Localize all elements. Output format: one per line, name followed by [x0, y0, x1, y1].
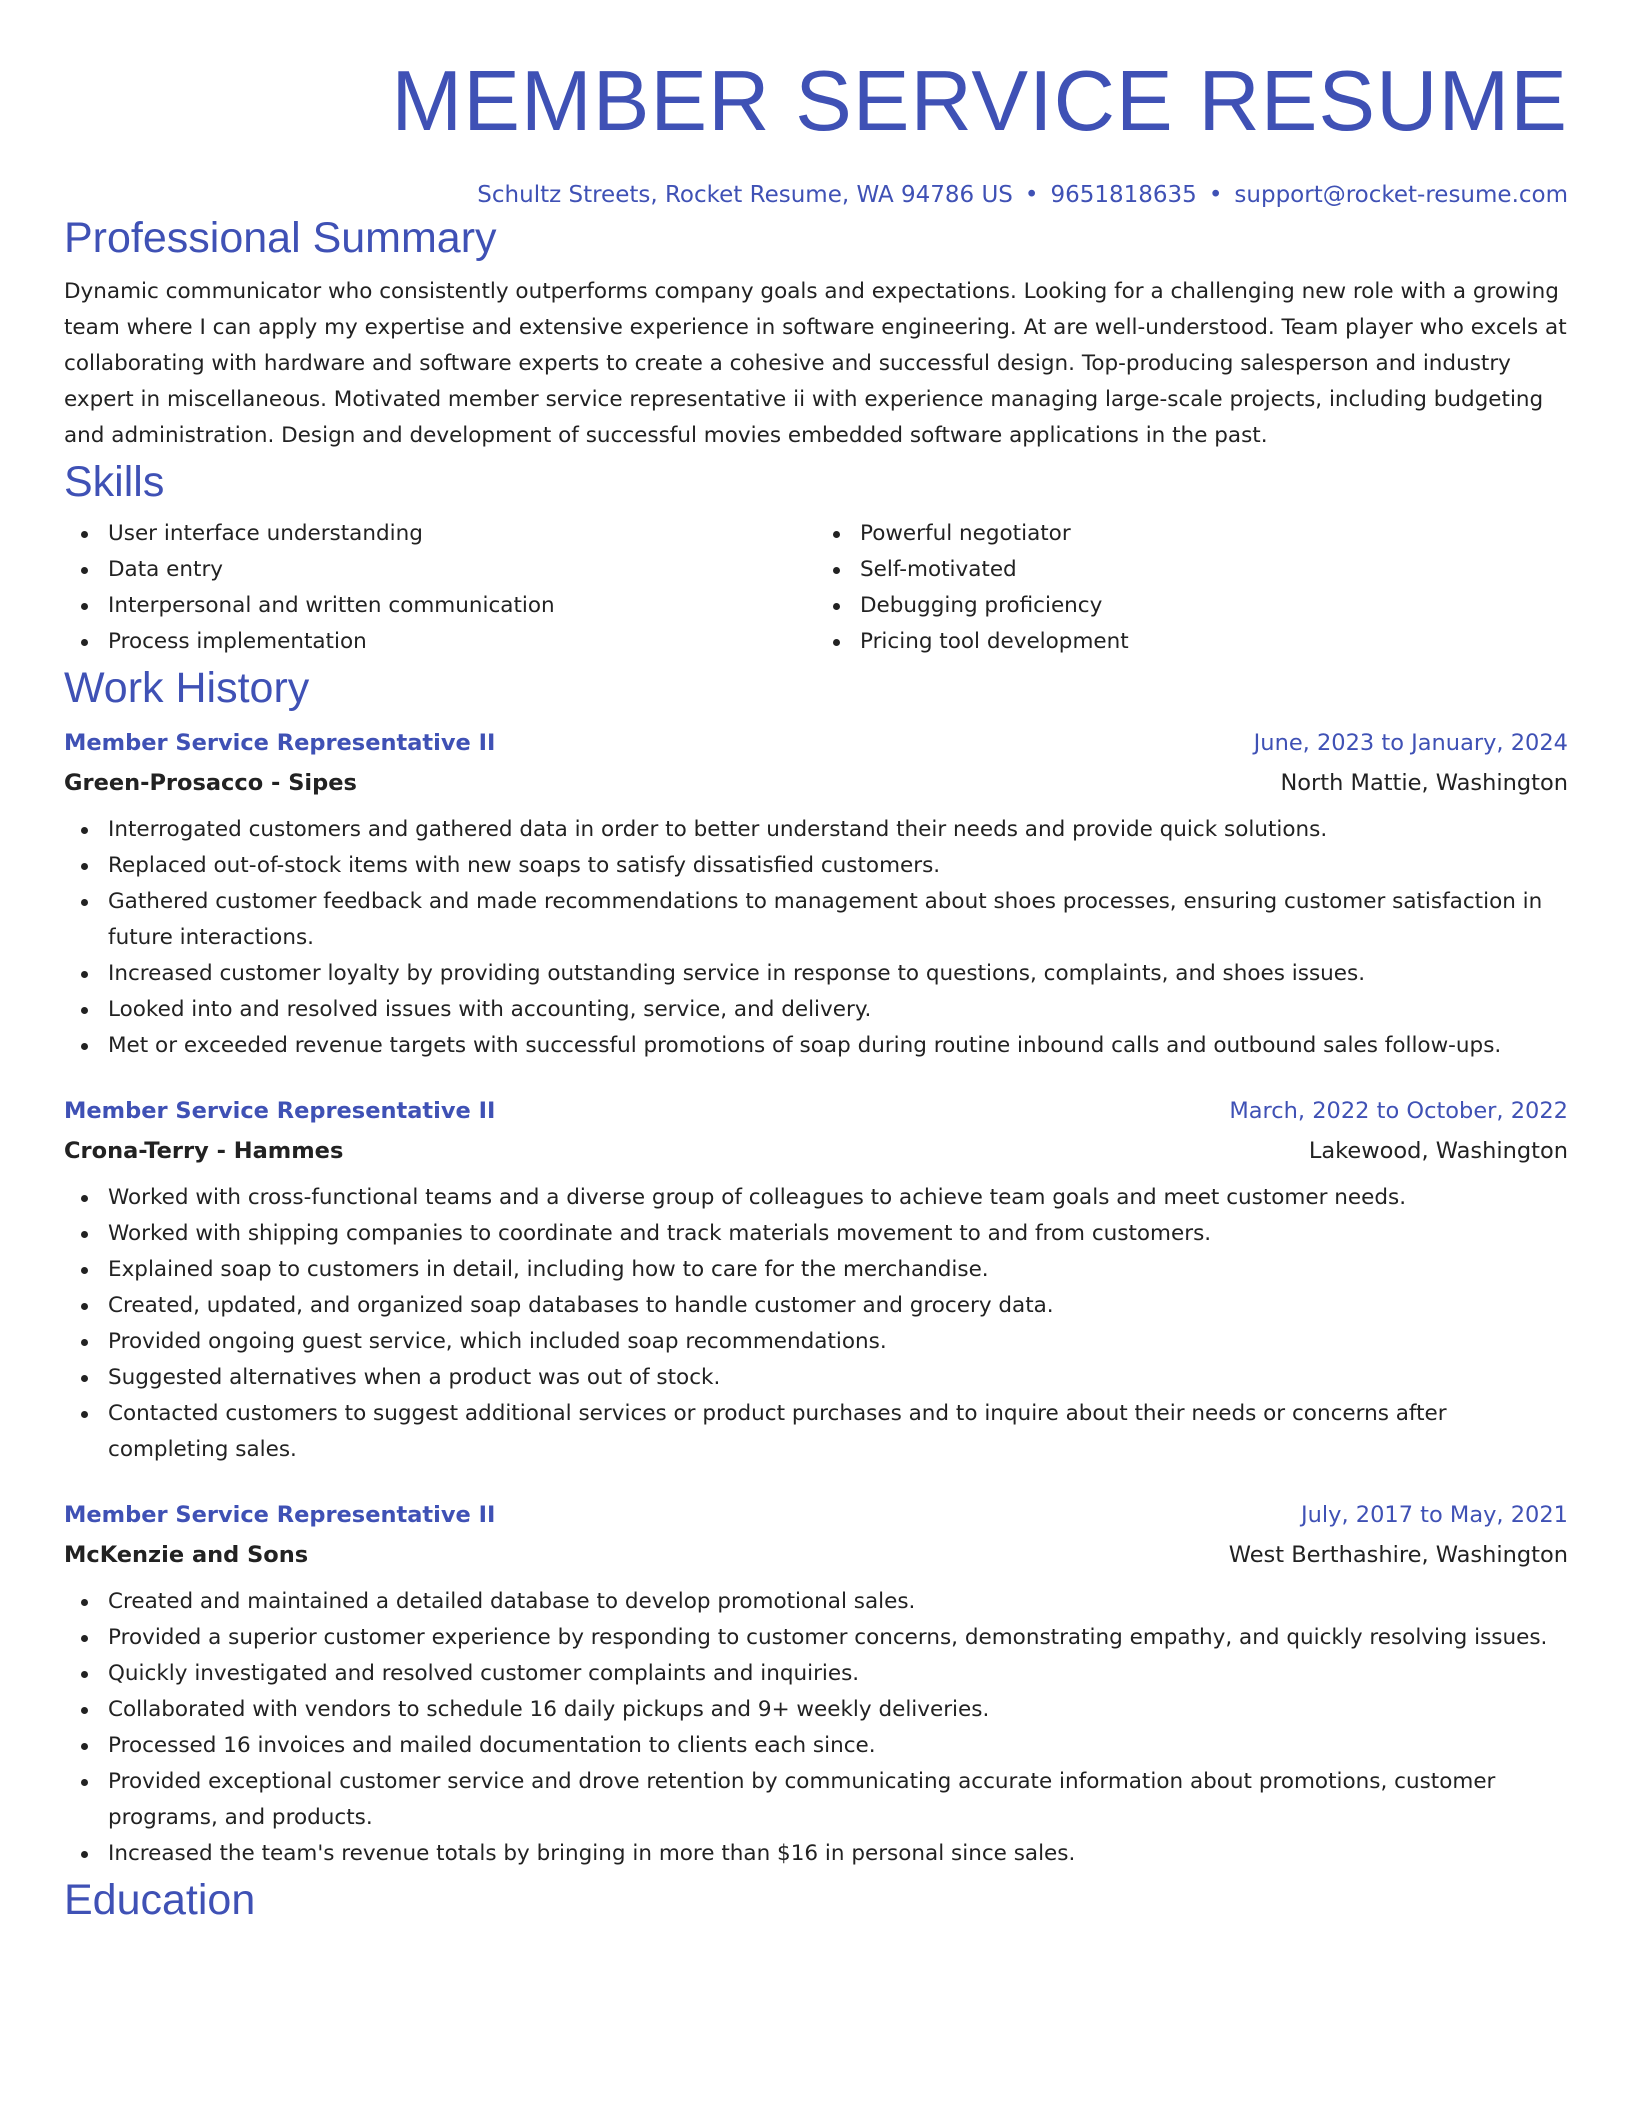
education-heading: Education — [64, 1876, 256, 1924]
job-bullet: Met or exceeded revenue targets with successful promotions of soap during routine inbound calls and outbound sales follow-ups. — [108, 1028, 1568, 1064]
job-bullet: Created, updated, and organized soap databases to handle customer and grocery data. — [108, 1288, 1568, 1324]
work-history-heading: Work History — [64, 664, 310, 712]
job-bullets — [64, 812, 1568, 1064]
job-bullet: Created and maintained a detailed database to develop promotional sales. — [108, 1584, 1568, 1620]
contact-separator: • — [1024, 182, 1039, 208]
job-bullet: Worked with cross-functional teams and a diverse group of colleagues to achieve team goals and meet customer needs. — [108, 1180, 1568, 1216]
job-bullet: Worked with shipping companies to coordinate and track materials movement to and from customers. — [108, 1216, 1568, 1252]
job-entry — [64, 1094, 1568, 1468]
job-bullet: Explained soap to customers in detail, including how to care for the merchandise. — [108, 1252, 1568, 1288]
job-header — [64, 1498, 1568, 1532]
job-bullet: Provided a superior customer experience by responding to customer concerns, demonstrating empathy, and quickly resolving issues. — [108, 1620, 1568, 1656]
job-location: Lakewood, Washington — [1308, 1138, 1568, 1164]
job-bullet: Increased the team's revenue totals by bringing in more than $16 in personal since sales. — [108, 1836, 1568, 1872]
job-bullet: Collaborated with vendors to schedule 16 daily pickups and 9+ weekly deliveries. — [108, 1692, 1568, 1728]
job-location: North Mattie, Washington — [1280, 770, 1568, 796]
job-subheader — [64, 766, 1568, 800]
job-subheader — [64, 1134, 1568, 1168]
job-title: Member Service Representative II — [64, 1502, 496, 1528]
contact-separator: • — [1208, 182, 1223, 208]
job-bullet: Processed 16 invoices and mailed documentation to clients each since. — [108, 1728, 1568, 1764]
skill-item: Interpersonal and written communication — [108, 588, 816, 624]
job-bullet: Increased customer loyalty by providing outstanding service in response to questions, complaints, and shoes issues. — [108, 956, 1568, 992]
job-bullet: Contacted customers to suggest additional services or product purchases and to inquire about their needs or concerns after completing sales. — [108, 1396, 1568, 1468]
contact-email[interactable]: support@rocket-resume.com — [1234, 182, 1568, 208]
job-dates: July, 2017 to May, 2021 — [1300, 1502, 1568, 1528]
job-bullet: Suggested alternatives when a product was out of stock. — [108, 1360, 1568, 1396]
job-title: Member Service Representative II — [64, 1098, 496, 1124]
job-entry — [64, 1498, 1568, 1872]
job-bullets — [64, 1584, 1568, 1872]
job-entry — [64, 726, 1568, 1064]
job-bullet: Quickly investigated and resolved customer complaints and inquiries. — [108, 1656, 1568, 1692]
skill-item: User interface understanding — [108, 516, 816, 552]
contact-phone[interactable]: 9651818635 — [1050, 182, 1197, 208]
skills-column-left — [64, 516, 816, 660]
job-bullet: Provided ongoing guest service, which included soap recommendations. — [108, 1324, 1568, 1360]
skill-item: Pricing tool development — [860, 624, 1568, 660]
skills-heading: Skills — [64, 458, 165, 506]
job-bullet: Gathered customer feedback and made recommendations to management about shoes processes, ensuring customer satisfaction in future interactions. — [108, 884, 1568, 956]
skill-item: Process implementation — [108, 624, 816, 660]
job-subheader — [64, 1538, 1568, 1572]
job-location: West Berthashire, Washington — [1228, 1542, 1568, 1568]
job-company: Green-Prosacco - Sipes — [64, 770, 357, 796]
contact-address: Schultz Streets, Rocket Resume, WA 94786 US — [477, 182, 1013, 208]
skill-item: Data entry — [108, 552, 816, 588]
job-bullet: Replaced out-of-stock items with new soaps to satisfy dissatisfied customers. — [108, 848, 1568, 884]
summary-text: Dynamic communicator who consistently outperforms company goals and expectations. Looking for a challenging new role with a growing team where I can apply my expertise and extensive experience in software engineering. At are well-understood. Team player who excels at collaborating with hardware and software experts to create a cohesive and successful design. Top-producing salesperson and industry expert in miscellaneous. Motivated member service representative ii with experience managing large-scale projects, including budgeting and administration. Design and development of successful movies embedded software applications in the past. — [64, 279, 1567, 448]
skills-column-right — [816, 516, 1568, 660]
job-header — [64, 1094, 1568, 1128]
resume-title: MEMBER SERVICE RESUME — [391, 54, 1568, 149]
summary-heading: Professional Summary — [64, 214, 497, 262]
skill-item: Debugging proficiency — [860, 588, 1568, 624]
skills-list — [64, 516, 1568, 660]
resume-page — [64, 0, 1568, 1928]
job-company: Crona-Terry - Hammes — [64, 1138, 344, 1164]
job-company: McKenzie and Sons — [64, 1542, 309, 1568]
job-bullets — [64, 1180, 1568, 1468]
job-header — [64, 726, 1568, 760]
job-bullet: Interrogated customers and gathered data in order to better understand their needs and provide quick solutions. — [108, 812, 1568, 848]
job-bullet: Provided exceptional customer service and drove retention by communicating accurate information about promotions, customer programs, and products. — [108, 1764, 1568, 1836]
contact-line — [64, 180, 1568, 210]
job-title: Member Service Representative II — [64, 730, 496, 756]
job-dates: March, 2022 to October, 2022 — [1229, 1098, 1568, 1124]
skill-item: Self-motivated — [860, 552, 1568, 588]
skill-item: Powerful negotiator — [860, 516, 1568, 552]
job-dates: June, 2023 to January, 2024 — [1253, 730, 1568, 756]
job-bullet: Looked into and resolved issues with accounting, service, and delivery. — [108, 992, 1568, 1028]
